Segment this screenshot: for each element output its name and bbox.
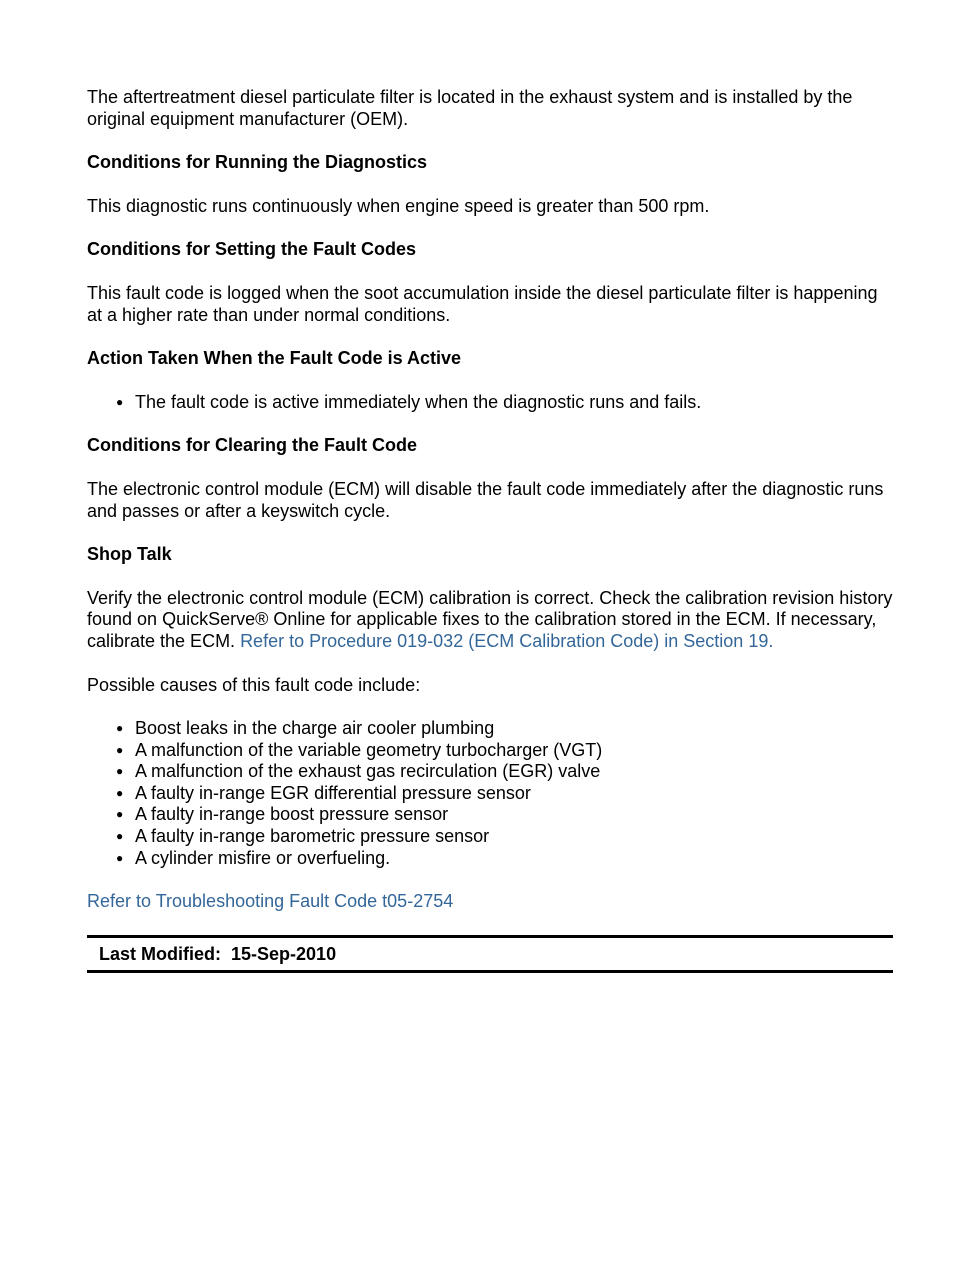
shop-talk-paragraph [87, 588, 893, 653]
list-item-text: Boost leaks in the charge air cooler plumbing [135, 718, 495, 739]
shop-talk-text: Verify the electronic control module (ECM) calibration is correct. Check the calibration revision history found on QuickServe® Online for applicable fixes to the calibration stored in the ECM. If necessary, calibrate the ECM. [87, 587, 893, 651]
list-item-text: A faulty in-range EGR differential pressure sensor [135, 782, 531, 803]
last-modified-date: 15-Sep-2010 [231, 943, 337, 964]
list-item [116, 739, 893, 762]
list-item [116, 761, 893, 783]
heading-action-taken: Action Taken When the Fault Code is Active [87, 348, 462, 369]
list-item-text: A cylinder misfire or overfueling. [135, 847, 391, 868]
clearing-fault-code-text: The electronic control module (ECM) will disable the fault code immediately after the diagnostic runs and passes or after a keyswitch cycle. [87, 478, 884, 521]
last-modified-label: Last Modified: [99, 943, 221, 964]
bullet-icon: ● [116, 807, 124, 822]
troubleshooting-fault-code-link[interactable]: Refer to Troubleshooting Fault Code t05-2754 [87, 891, 454, 912]
list-item-text: A malfunction of the exhaust gas recirculation (EGR) valve [135, 761, 601, 782]
bullet-icon: ● [116, 742, 124, 757]
list-item-text: The fault code is active immediately when the diagnostic runs and fails. [135, 391, 702, 412]
list-item [116, 826, 893, 848]
bullet-icon: ● [116, 764, 124, 779]
list-item-text: A faulty in-range barometric pressure sensor [135, 826, 490, 847]
bullet-icon: ● [116, 850, 124, 865]
setting-fault-codes-text: This fault code is logged when the soot accumulation inside the diesel particulate filter is happening at a higher rate than under normal conditions. [87, 282, 878, 325]
heading-running-diagnostics: Conditions for Running the Diagnostics [87, 152, 427, 173]
list-item [116, 718, 893, 740]
bullet-icon: ● [116, 785, 124, 800]
list-item-text: A faulty in-range boost pressure sensor [135, 804, 449, 825]
last-modified-bar [87, 935, 893, 973]
bullet-icon: ● [116, 394, 124, 409]
causes-intro: Possible causes of this fault code include: [87, 674, 421, 695]
running-diagnostics-text: This diagnostic runs continuously when engine speed is greater than 500 rpm. [87, 195, 710, 216]
heading-shop-talk: Shop Talk [87, 544, 172, 565]
troubleshoot-paragraph [87, 891, 893, 913]
heading-clearing-fault-code: Conditions for Clearing the Fault Code [87, 435, 417, 456]
bullet-icon: ● [116, 721, 124, 736]
list-item [116, 804, 893, 826]
list-item [116, 847, 893, 870]
action-list [87, 392, 893, 414]
bullet-icon: ● [116, 829, 124, 844]
intro-paragraph: The aftertreatment diesel particulate filter is located in the exhaust system and is installed by the original equipment manufacturer (OEM). [87, 87, 853, 129]
list-item [116, 782, 893, 805]
heading-setting-fault-codes: Conditions for Setting the Fault Codes [87, 239, 416, 260]
list-item [116, 391, 893, 414]
ecm-calibration-procedure-link[interactable]: Refer to Procedure 019-032 (ECM Calibration Code) in Section 19. [240, 630, 774, 651]
causes-list [87, 718, 893, 869]
document-body [87, 87, 893, 973]
list-item-text: A malfunction of the variable geometry turbocharger (VGT) [135, 739, 603, 760]
